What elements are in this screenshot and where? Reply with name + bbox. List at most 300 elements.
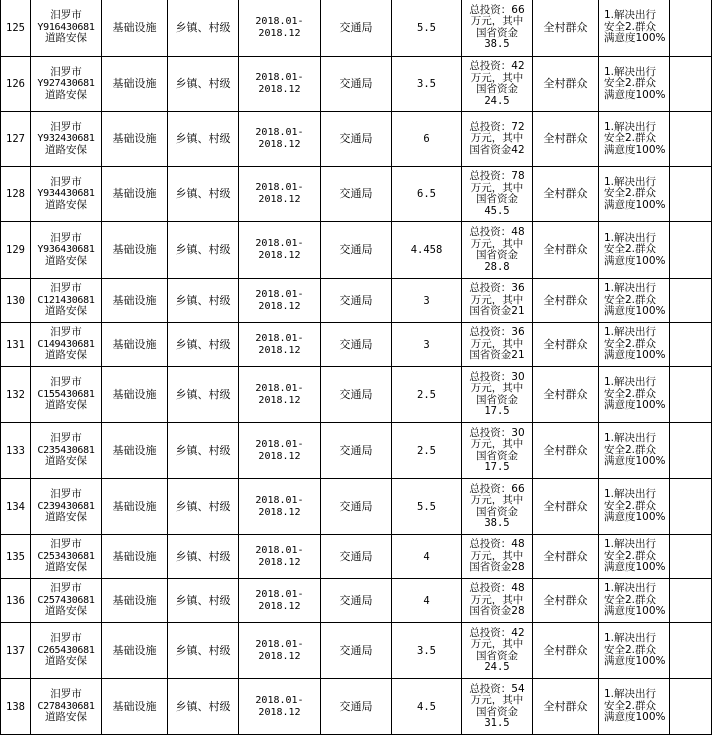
empty-cell	[670, 623, 712, 679]
location: 乡镇、村级	[175, 20, 231, 34]
investment-cell	[462, 112, 533, 167]
project-name-cell	[31, 535, 102, 579]
period-end: 2018.12	[258, 194, 301, 205]
benefit-line-1: 1.解决出行	[604, 65, 657, 78]
benefit-line-2: 安全2.群众	[604, 499, 657, 512]
investment-fund-amount: 17.5	[484, 405, 510, 417]
beneficiary-cell	[533, 579, 599, 623]
scale-cell	[392, 623, 462, 679]
investment-fund-amount: 38.5	[484, 517, 510, 529]
row-number: 125	[6, 21, 25, 34]
table-row	[1, 579, 712, 623]
scale-cell	[392, 167, 462, 222]
project-code: Y932430681	[37, 133, 95, 145]
beneficiary: 全村群众	[543, 243, 588, 256]
project-name-city: 汨罗市	[50, 376, 82, 389]
department-cell	[321, 57, 392, 112]
table-row	[1, 112, 712, 167]
investment-cell	[462, 222, 533, 279]
scale: 2.5	[417, 444, 436, 457]
project-name-cell	[31, 167, 102, 222]
investment-cell	[462, 0, 533, 57]
category-cell	[102, 112, 168, 167]
period-cell	[239, 579, 321, 623]
row-number: 131	[6, 338, 25, 351]
row-number: 135	[6, 550, 25, 563]
investment-total: 总投资：48	[469, 582, 525, 595]
period-cell	[239, 535, 321, 579]
beneficiary-cell	[533, 222, 599, 279]
location-cell	[168, 579, 239, 623]
benefit-line-3: 满意度100%	[604, 511, 666, 524]
beneficiary: 全村群众	[543, 337, 588, 351]
location-cell	[168, 167, 239, 222]
table-body	[1, 0, 712, 735]
location: 乡镇、村级	[175, 699, 231, 713]
investment-cell	[462, 57, 533, 112]
department: 交通局	[339, 549, 373, 563]
location-cell	[168, 423, 239, 479]
investment-fund-amount: 31.5	[484, 717, 510, 729]
period-start: 2018.01-	[255, 15, 304, 27]
period-cell	[239, 367, 321, 423]
investment-unit: 万元，其中	[470, 438, 524, 450]
benefit-line-3: 满意度100%	[604, 399, 666, 412]
benefit-line-3: 满意度100%	[604, 711, 666, 724]
benefit-cell	[599, 112, 670, 167]
investment-fund: 国省资金	[476, 449, 518, 462]
benefit-line-2: 安全2.群众	[604, 593, 657, 606]
row-number: 136	[6, 594, 25, 607]
category: 基础设施	[112, 20, 157, 34]
investment-fund: 国省资金28	[469, 561, 525, 574]
scale-cell	[392, 679, 462, 735]
department-cell	[321, 0, 392, 57]
project-name-city: 汨罗市	[50, 231, 82, 244]
category-cell	[102, 167, 168, 222]
period-end: 2018.12	[258, 27, 301, 39]
project-name-type: 道路安保	[45, 254, 87, 267]
investment-cell	[462, 167, 533, 222]
period-end: 2018.12	[258, 450, 301, 462]
project-name-city: 汨罗市	[50, 688, 82, 701]
row-number: 132	[6, 388, 25, 401]
period-cell	[239, 679, 321, 735]
location-cell	[168, 222, 239, 279]
investment-unit: 万元，其中	[470, 638, 524, 650]
project-name-cell	[31, 479, 102, 535]
investment-unit: 万元，其中	[470, 337, 524, 350]
investment-fund: 国省资金	[476, 249, 518, 261]
scale-cell	[392, 535, 462, 579]
beneficiary-cell	[533, 479, 599, 535]
investment-cell	[462, 623, 533, 679]
scale: 3	[423, 294, 430, 307]
period-cell	[239, 323, 321, 367]
period-start: 2018.01-	[255, 588, 304, 600]
period-end: 2018.12	[258, 506, 301, 518]
benefit-line-1: 1.解决出行	[604, 231, 657, 244]
location-cell	[168, 367, 239, 423]
category-cell	[102, 323, 168, 367]
investment-fund: 国省资金28	[469, 605, 525, 618]
period-start: 2018.01-	[255, 494, 304, 506]
scale-cell	[392, 423, 462, 479]
period-end: 2018.12	[258, 300, 301, 312]
project-name-cell	[31, 222, 102, 279]
project-name-cell	[31, 0, 102, 57]
empty-cell	[670, 367, 712, 423]
beneficiary: 全村群众	[543, 387, 588, 401]
row-number-cell	[1, 57, 31, 112]
benefit-line-1: 1.解决出行	[604, 432, 657, 445]
benefit-line-2: 安全2.群众	[604, 387, 657, 400]
scale-cell	[392, 323, 462, 367]
empty-cell	[670, 579, 712, 623]
project-name-city: 汨罗市	[50, 175, 82, 188]
location: 乡镇、村级	[175, 293, 231, 307]
scale-cell	[392, 367, 462, 423]
category-cell	[102, 579, 168, 623]
benefit-line-3: 满意度100%	[604, 455, 666, 468]
project-code: Y927430681	[37, 78, 95, 90]
benefit-line-3: 满意度100%	[604, 605, 666, 618]
beneficiary-cell	[533, 535, 599, 579]
investment-cell	[462, 279, 533, 323]
project-name-cell	[31, 279, 102, 323]
benefit-line-1: 1.解决出行	[604, 688, 657, 701]
project-name-type: 道路安保	[45, 143, 87, 156]
benefit-cell	[599, 279, 670, 323]
category-cell	[102, 0, 168, 57]
investment-unit: 万元，其中	[470, 15, 524, 27]
category: 基础设施	[112, 549, 157, 563]
period-start: 2018.01-	[255, 288, 304, 300]
scale: 3.5	[417, 644, 436, 657]
location: 乡镇、村级	[175, 187, 231, 200]
beneficiary-cell	[533, 679, 599, 735]
row-number-cell	[1, 112, 31, 167]
category-cell	[102, 423, 168, 479]
row-number: 138	[6, 700, 25, 713]
investment-cell	[462, 423, 533, 479]
location: 乡镇、村级	[175, 132, 231, 145]
project-name-cell	[31, 579, 102, 623]
department-cell	[321, 423, 392, 479]
investment-fund-amount: 24.5	[484, 94, 510, 107]
project-code: C239430681	[37, 500, 95, 512]
row-number-cell	[1, 479, 31, 535]
category-cell	[102, 279, 168, 323]
location: 乡镇、村级	[175, 243, 231, 256]
location: 乡镇、村级	[175, 593, 231, 607]
scale: 3.5	[417, 78, 436, 90]
benefit-line-2: 安全2.群众	[604, 643, 657, 656]
location: 乡镇、村级	[175, 643, 231, 657]
investment-fund: 国省资金21	[469, 349, 525, 362]
benefit-cell	[599, 423, 670, 479]
scale-cell	[392, 479, 462, 535]
benefit-cell	[599, 222, 670, 279]
investment-unit: 万元，其中	[470, 549, 524, 562]
beneficiary: 全村群众	[543, 293, 588, 307]
beneficiary-cell	[533, 57, 599, 112]
beneficiary: 全村群众	[543, 699, 588, 713]
table-row	[1, 623, 712, 679]
project-name-type: 道路安保	[45, 511, 87, 524]
investment-cell	[462, 679, 533, 735]
period-cell	[239, 279, 321, 323]
location-cell	[168, 679, 239, 735]
investment-total: 总投资：30	[469, 370, 525, 383]
investment-total: 总投资：66	[469, 3, 525, 16]
empty-cell	[670, 0, 712, 57]
row-number: 133	[6, 444, 25, 457]
investment-total: 总投资：42	[469, 60, 525, 72]
benefit-cell	[599, 535, 670, 579]
benefit-cell	[599, 57, 670, 112]
investment-cell	[462, 323, 533, 367]
category-cell	[102, 222, 168, 279]
project-name-city: 汨罗市	[50, 632, 82, 645]
category: 基础设施	[112, 243, 157, 256]
location: 乡镇、村级	[175, 549, 231, 563]
period-cell	[239, 423, 321, 479]
row-number: 130	[6, 294, 25, 307]
benefit-line-3: 满意度100%	[604, 655, 666, 668]
department-cell	[321, 367, 392, 423]
period-start: 2018.01-	[255, 544, 304, 556]
project-name-city: 汨罗市	[50, 9, 82, 22]
period-cell	[239, 167, 321, 222]
location-cell	[168, 279, 239, 323]
category: 基础设施	[112, 499, 157, 513]
benefit-line-2: 安全2.群众	[604, 132, 657, 145]
row-number-cell	[1, 279, 31, 323]
project-name-city: 汨罗市	[50, 488, 82, 501]
row-number: 129	[6, 244, 25, 256]
category: 基础设施	[112, 387, 157, 401]
benefit-line-3: 满意度100%	[604, 32, 666, 45]
investment-fund: 国省资金	[476, 393, 518, 406]
category-cell	[102, 679, 168, 735]
benefit-line-2: 安全2.群众	[604, 20, 657, 33]
scale-cell	[392, 222, 462, 279]
benefit-line-1: 1.解决出行	[604, 538, 657, 551]
period-end: 2018.12	[258, 394, 301, 406]
benefit-line-1: 1.解决出行	[604, 632, 657, 645]
department-cell	[321, 112, 392, 167]
empty-cell	[670, 222, 712, 279]
location: 乡镇、村级	[175, 337, 231, 351]
project-name-cell	[31, 323, 102, 367]
project-name-city: 汨罗市	[50, 582, 82, 595]
beneficiary-cell	[533, 323, 599, 367]
benefit-line-3: 满意度100%	[604, 198, 666, 211]
row-number-cell	[1, 323, 31, 367]
department: 交通局	[339, 132, 373, 145]
period-start: 2018.01-	[255, 182, 304, 193]
benefit-line-3: 满意度100%	[604, 349, 666, 362]
benefit-cell	[599, 623, 670, 679]
table-row	[1, 222, 712, 279]
project-name-type: 道路安保	[45, 561, 87, 574]
table-row	[1, 167, 712, 222]
period-cell	[239, 222, 321, 279]
benefit-line-2: 安全2.群众	[604, 443, 657, 456]
row-number: 126	[6, 78, 25, 90]
project-name-type: 道路安保	[45, 32, 87, 45]
department-cell	[321, 679, 392, 735]
row-number-cell	[1, 167, 31, 222]
project-code: Y934430681	[37, 188, 95, 200]
department: 交通局	[339, 593, 373, 607]
project-name-type: 道路安保	[45, 198, 87, 211]
project-code: Y936430681	[37, 244, 95, 256]
row-number-cell	[1, 0, 31, 57]
period-end: 2018.12	[258, 250, 301, 261]
period-cell	[239, 623, 321, 679]
location-cell	[168, 0, 239, 57]
table-row	[1, 423, 712, 479]
row-number-cell	[1, 367, 31, 423]
investment-unit: 万元，其中	[470, 237, 524, 250]
department-cell	[321, 323, 392, 367]
investment-total: 总投资：48	[469, 538, 525, 551]
investment-total: 总投资：72	[469, 120, 525, 133]
investment-fund-amount: 45.5	[484, 204, 510, 217]
benefit-line-2: 安全2.群众	[604, 243, 657, 256]
investment-fund-amount: 38.5	[484, 38, 510, 50]
investment-fund: 国省资金	[476, 193, 518, 205]
department: 交通局	[339, 337, 373, 351]
row-number: 127	[6, 133, 25, 145]
category-cell	[102, 479, 168, 535]
department-cell	[321, 535, 392, 579]
location: 乡镇、村级	[175, 499, 231, 513]
department: 交通局	[339, 187, 373, 200]
row-number: 128	[6, 188, 25, 200]
beneficiary-cell	[533, 423, 599, 479]
period-end: 2018.12	[258, 650, 301, 662]
investment-unit: 万元，其中	[470, 593, 524, 606]
scale: 5.5	[417, 21, 436, 34]
location-cell	[168, 323, 239, 367]
department: 交通局	[339, 243, 373, 256]
scale-cell	[392, 0, 462, 57]
period-start: 2018.01-	[255, 694, 304, 706]
location: 乡镇、村级	[175, 387, 231, 401]
benefit-line-1: 1.解决出行	[604, 282, 657, 295]
beneficiary-cell	[533, 279, 599, 323]
location: 乡镇、村级	[175, 443, 231, 457]
beneficiary: 全村群众	[543, 643, 588, 657]
period-end: 2018.12	[258, 556, 301, 568]
project-name-cell	[31, 423, 102, 479]
benefit-cell	[599, 167, 670, 222]
department: 交通局	[339, 293, 373, 307]
benefit-line-3: 满意度100%	[604, 305, 666, 318]
table-row	[1, 479, 712, 535]
project-name-city: 汨罗市	[50, 432, 82, 445]
project-name-city: 汨罗市	[50, 538, 82, 551]
benefit-line-1: 1.解决出行	[604, 9, 657, 22]
beneficiary: 全村群众	[543, 443, 588, 457]
period-end: 2018.12	[258, 600, 301, 612]
beneficiary-cell	[533, 623, 599, 679]
project-name-type: 道路安保	[45, 455, 87, 468]
period-cell	[239, 479, 321, 535]
beneficiary: 全村群众	[543, 499, 588, 513]
scale: 3	[423, 338, 430, 351]
investment-total: 总投资：42	[469, 626, 525, 639]
period-start: 2018.01-	[255, 438, 304, 450]
empty-cell	[670, 279, 712, 323]
benefit-line-3: 满意度100%	[604, 254, 666, 267]
benefit-line-2: 安全2.群众	[604, 699, 657, 712]
investment-fund-amount: 28.8	[484, 260, 510, 273]
project-code: C253430681	[37, 550, 95, 562]
project-code: C155430681	[37, 388, 95, 400]
period-end: 2018.12	[258, 84, 301, 95]
project-name-type: 道路安保	[45, 399, 87, 412]
investment-fund-amount: 17.5	[484, 461, 510, 473]
benefit-cell	[599, 479, 670, 535]
beneficiary-cell	[533, 367, 599, 423]
scale: 4.458	[410, 244, 443, 256]
beneficiary: 全村群众	[543, 593, 588, 607]
scale: 6	[423, 133, 430, 145]
benefit-line-1: 1.解决出行	[604, 120, 657, 133]
project-name-cell	[31, 367, 102, 423]
empty-cell	[670, 57, 712, 112]
investment-total: 总投资：36	[469, 282, 525, 295]
table-row	[1, 323, 712, 367]
beneficiary-cell	[533, 167, 599, 222]
benefit-line-1: 1.解决出行	[604, 326, 657, 339]
row-number-cell	[1, 679, 31, 735]
period-end: 2018.12	[258, 139, 301, 150]
location-cell	[168, 112, 239, 167]
investment-unit: 万元，其中	[470, 494, 524, 506]
period-start: 2018.01-	[255, 382, 304, 394]
project-code: C235430681	[37, 444, 95, 456]
investment-total: 总投资：66	[469, 482, 525, 495]
scale: 5.5	[417, 500, 436, 513]
investment-fund: 国省资金	[476, 83, 518, 95]
benefit-line-1: 1.解决出行	[604, 175, 657, 188]
location: 乡镇、村级	[175, 77, 231, 90]
row-number: 134	[6, 500, 25, 513]
project-name-cell	[31, 57, 102, 112]
empty-cell	[670, 535, 712, 579]
investment-fund: 国省资金	[476, 649, 518, 662]
investment-fund: 国省资金	[476, 705, 518, 718]
location-cell	[168, 479, 239, 535]
category: 基础设施	[112, 699, 157, 713]
project-name-type: 道路安保	[45, 349, 87, 362]
scale: 2.5	[417, 388, 436, 401]
location-cell	[168, 57, 239, 112]
category: 基础设施	[112, 593, 157, 607]
department: 交通局	[339, 699, 373, 713]
benefit-line-1: 1.解决出行	[604, 582, 657, 595]
empty-cell	[670, 423, 712, 479]
investment-cell	[462, 535, 533, 579]
project-code: C257430681	[37, 594, 95, 606]
department-cell	[321, 222, 392, 279]
benefit-line-2: 安全2.群众	[604, 549, 657, 562]
